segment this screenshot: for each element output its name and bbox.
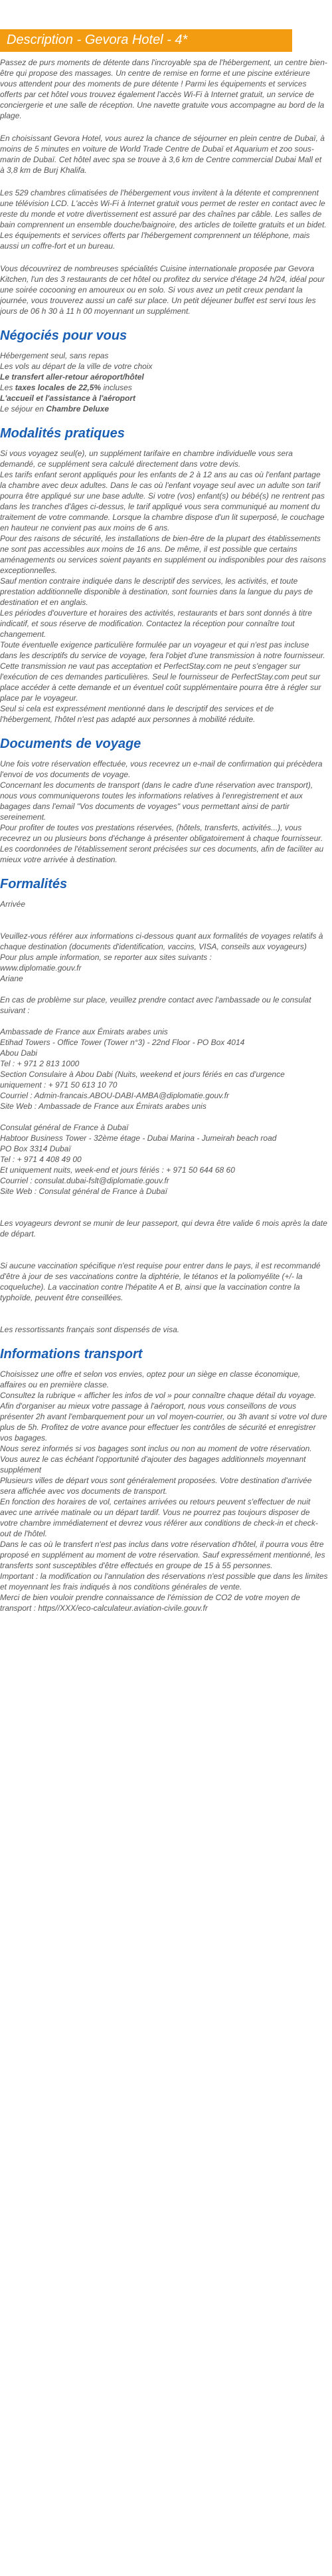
formalites-line: Courriel : Admin-francais.ABOU-DABI-AMBA@diplomatie.gouv.fr <box>0 1091 229 1100</box>
modalites-line: Les périodes d'ouverture et horaires des activités, restaurants et bars sont donnés à titre indicatif, et sous réserve de modification. Contactez la réception pour connaître tout changement. <box>0 608 312 639</box>
transport-line: Plusieurs villes de départ vous sont généralement proposées. Votre destination d'arrivée sera affichée avec vos documents de transport. <box>0 1476 312 1496</box>
transport-text <box>0 1369 328 1613</box>
formalites-line: En cas de problème sur place, veuillez prendre contact avec l'ambassade ou le consulat suivant : <box>0 995 311 1015</box>
section-heading-documents: Documents de voyage <box>0 737 141 751</box>
negocies-item-text: Le séjour en <box>0 404 46 413</box>
formalites-line: Habtoor Business Tower - 32ème étage - Dubai Marina - Jumeirah beach road <box>0 1133 277 1143</box>
content <box>0 52 332 1613</box>
formalites-line <box>0 1016 328 1026</box>
formalites-line: Site Web : Consulat général de France à Dubaï <box>0 1187 167 1196</box>
description-paragraph: Les 529 chambres climatisées de l'hébergement vous invitent à la détente et comprennent une télévision LCD. L'accès Wi-Fi à Internet gratuit vous permet de rester en contact avec le reste du monde et votre divertissement est assuré par des chaînes par câble. Les salles de bain comprennent un ensemble douche/baignoire, des articles de toilette gratuits et un bidet. Les équipements et services offerts par l'hébergement comprennent un téléphone, mais aussi un coffre-fort et un bureau. <box>0 188 327 251</box>
transport-line: Consultez la rubrique « afficher les infos de vol » pour connaître chaque détail du voyage. <box>0 1391 317 1400</box>
modalites-line: Seul si cela est expressément mentionné dans le descriptif des services et de l'hébergement, l'hôtel n'est pas adapté aux personnes à mobilité réduite. <box>0 704 274 724</box>
formalites-line: Veuillez-vous référer aux informations ci-dessous quant aux formalités de voyages relatifs à chaque destination (documents d'identification, vaccins, VISA, conseils aux voyageurs) <box>0 931 323 951</box>
formalites-line: Section Consulaire à Abou Dabi (Nuits, weekend et jours fériés en cas d'urgence uniquement : + 971 50 613 10 70 <box>0 1070 285 1090</box>
documents-line: Les coordonnées de l'établissement seront précisées sur ces documents, afin de faciliter au mieux votre arrivée à destination. <box>0 844 324 864</box>
formalites-line: Tel : + 971 2 813 1000 <box>0 1059 80 1068</box>
negocies-item <box>0 361 328 372</box>
page-title: Description - Gevora Hotel - 4* <box>0 29 292 52</box>
formalites-text <box>0 899 328 1335</box>
formalites-line <box>0 920 328 931</box>
section-heading-modalites: Modalités pratiques <box>0 426 125 441</box>
transport-line: Nous serez informés si vos bagages sont inclus ou non au moment de votre réservation. <box>0 1444 312 1453</box>
description-paragraph: Passez de purs moments de détente dans l'incroyable spa de l'hébergement, un centre bien-être qui propose des massages. Un centre de remise en forme et une piscine extérieure vous attendent pour des moments de pure détente ! Parmi les équipements et services offerts par cet hôtel vous trouvez également l'accès Wi-Fi à Internet gratuit, un service de conciergerie et une salle de réception. Une navette gratuite vous accompagne au bord de la plage. <box>0 58 327 120</box>
formalites-line: Courriel : consulat.dubai-fslt@diplomatie.gouv.fr <box>0 1176 169 1185</box>
formalites-line: Etihad Towers - Office Tower (Tower n°3) - 22nd Floor - PO Box 4014 <box>0 1038 245 1047</box>
formalites-line: Et uniquement nuits, week-end et jours fériés : + 971 50 644 68 60 <box>0 1165 235 1175</box>
transport-line: Merci de bien vouloir prendre connaissance de l'émission de CO2 de votre moyen de transport : https//XXX/eco-calculateur.aviation-civile.gouv.fr <box>0 1593 300 1613</box>
formalites-line: Ambassade de France aux Émirats arabes unis <box>0 1027 168 1036</box>
negocies-item <box>0 350 328 361</box>
transport-line: Afin d'organiser au mieux votre passage à l'aéroport, nous vous conseillons de vous présenter 2h avant l'embarquement pour un vol moyen-courrier, ou 3h avant si votre vol dure plus de 5h. Profitez de votre avance pour effectuer les contrôles de sécurité et enregistrer vos bagages. <box>0 1401 327 1443</box>
negocies-item <box>0 404 328 414</box>
page <box>0 29 332 2576</box>
formalites-line: Tel : + 971 4 408 49 00 <box>0 1155 82 1164</box>
formalites-line: Si aucune vaccination spécifique n'est requise pour entrer dans le pays, il est recommandé d'être à jour de ses vaccinations contre la diphtérie, le tétanos et la poliomyélite (+/- la coqueluche). La vaccination contre l'hépatite A et B, ainsi que la vaccination contre la typhoïde, peuvent être conseillées. <box>0 1261 321 1302</box>
formalites-line: Ariane <box>0 974 23 983</box>
formalites-line <box>0 1314 328 1324</box>
documents-line: Une fois votre réservation effectuée, vous recevrez un e-mail de confirmation qui précèdera l'envoi de vos documents de voyage. <box>0 759 323 779</box>
negocies-item-bold: Le transfert aller-retour aéroport/hôtel <box>0 372 144 382</box>
formalites-line: Abou Dabi <box>0 1048 38 1058</box>
documents-line: Pour profiter de toutes vos prestations réservées, (hôtels, transferts, activités...), vous recevrez un ou plusieurs bons d'échange à présenter obligatoirement à chaque fournisseur. <box>0 823 323 843</box>
formalites-line: Site Web : Ambassade de France aux Émirats arabes unis <box>0 1102 207 1111</box>
negocies-item-text: Les <box>0 383 15 392</box>
section-heading-formalites: Formalités <box>0 877 68 891</box>
negocies-item-bold: Chambre Deluxe <box>46 404 110 413</box>
negocies-item <box>0 393 328 404</box>
formalites-line <box>0 1303 328 1314</box>
description-paragraph: Vous découvrirez de nombreuses spécialités Cuisine internationale proposée par Gevora Kitchen, l'un des 3 restaurants de cet hôtel ou profitez du service d'étage 24 h/24, idéal pour une soirée cocooning en amoureux ou en solo. Si vous avez un petit creux pendant la journée, vous trouverez aussi un café sur place. Un petit déjeuner buffet est servi tous les jours de 06 h 30 à 11 h 00 moyennant un supplément. <box>0 264 325 316</box>
formalites-line: Les voyageurs devront se munir de leur passeport, qui devra être valide 6 mois après la date de départ. <box>0 1219 327 1238</box>
formalites-line <box>0 984 328 995</box>
modalites-line: Pour des raisons de sécurité, les installations de bien-être de la plupart des établissements ne sont pas accessibles aux moins de 16 ans. De même, il est possible que certains aménagements ou services soient payants en supplément ou indisponibles pour des raisons exceptionnelles. <box>0 534 326 575</box>
transport-line: Vous aurez le cas échéant l'opportunité d'ajouter des bagages additionnels moyennant supplément <box>0 1455 306 1474</box>
formalites-line: Les ressortissants français sont dispensés de visa. <box>0 1325 180 1334</box>
transport-line: Important : la modification ou l'annulation des réservations n'est possible que dans les limites et moyennant les frais indiqués à nos conditions générales de vente. <box>0 1572 328 1591</box>
transport-line: Choisissez une offre et selon vos envies, optez pour un siège en classe économique, affaires ou en première classe. <box>0 1369 301 1389</box>
documents-text <box>0 759 328 865</box>
negocies-item-text: incluses <box>101 383 132 392</box>
formalites-line: www.diplomatie.gouv.fr <box>0 963 82 973</box>
negocies-item <box>0 372 328 382</box>
documents-line: Concernant les documents de transport (dans le cadre d'une réservation avec transport), nous vous communiquerons toutes les informations relatives à l'enregistrement et aux bagages dans l'email "Vos documents de voyages" vous permettant ainsi de partir sereinement. <box>0 780 313 822</box>
formalites-line <box>0 1197 328 1207</box>
formalites-line: Consulat général de France à Dubaï <box>0 1123 129 1132</box>
negocies-item-bold: L'accueil et l'assistance à l'aéroport <box>0 394 135 403</box>
modalites-line: Si vous voyagez seul(e), un supplément tarifaire en chambre individuelle vous sera demandé, ce supplément sera calculé directement dans votre devis. <box>0 449 293 469</box>
negocies-item <box>0 382 328 393</box>
modalites-line: Sauf mention contraire indiquée dans le descriptif des services, les activités, et toute prestation additionnelle disponible à destination, sont fournies dans la langue du pays de destination et en anglais. <box>0 576 313 607</box>
modalites-line: Toute éventuelle exigence particulière formulée par un voyageur et qui n'est pas incluse dans les descriptifs du service de voyage, fera l'objet d'une transmission à notre fournisseur. Cette transmission ne vaut pas acceptation et PerfectStay.com ne peut s'engager sur l'exécution de ces demandes particulières. Seul le fournisseur de PerfectStay.com peut sur place accéder à cette demande et un éventuel coût supplémentaire pourra être à régler sur place par le voyageur. <box>0 640 325 703</box>
transport-line: En fonction des horaires de vol, certaines arrivées ou retours peuvent s'effectuer de nuit avec une arrivée matinale ou un départ tardif. Vous ne pourrez pas toujours disposer de votre chambre immédiatement et devrez vous référer aux conditions de check-in et check-out de l'hôtel. <box>0 1497 318 1538</box>
formalites-line <box>0 1239 328 1250</box>
negocies-item-text: Hébergement seul, sans repas <box>0 351 109 360</box>
section-heading-negocies: Négociés pour vous <box>0 328 127 343</box>
transport-line: Dans le cas où le transfert n'est pas inclus dans votre réservation d'hôtel, il pourra vous être proposé en supplément au moment de votre réservation. Sauf expressément mentionné, les transferts sont susceptibles d'être effectués en groupe de 15 à 55 personnes. <box>0 1540 325 1570</box>
negocies-item-bold: taxes locales de 22,5% <box>15 383 102 392</box>
formalites-line <box>0 909 328 920</box>
description-section <box>0 57 328 316</box>
negocies-list <box>0 350 328 414</box>
modalites-line: Les tarifs enfant seront appliqués pour les enfants de 2 à 12 ans au cas où l'enfant partage la chambre avec deux adultes. Dans le cas où l'enfant voyage seul avec un adulte son tarif pourra être appliqué sur une base adulte. Si votre (vos) enfant(s) ou bébé(s) ne rentrent pas dans les tranches d'âges ci-dessus, le tarif appliqué vous sera communiqué au moment du traitement de votre commande. Lorsque la chambre dispose d'un lit superposé, le couchage en hauteur ne convient pas aux moins de 6 ans. <box>0 470 325 532</box>
formalites-line: Pour plus ample information, se reporter aux sites suivants : <box>0 953 212 962</box>
modalites-text <box>0 448 328 725</box>
formalites-line: PO Box 3314 Dubaï <box>0 1144 71 1153</box>
negocies-item-text: Les vols au départ de la ville de votre choix <box>0 362 153 371</box>
formalites-line: Arrivée <box>0 899 26 909</box>
formalites-line <box>0 1250 328 1260</box>
section-heading-transport: Informations transport <box>0 1347 143 1361</box>
formalites-line <box>0 1112 328 1122</box>
description-paragraph: En choisissant Gevora Hotel, vous aurez la chance de séjourner en plein centre de Dubaï, à moins de 5 minutes en voiture de World Trade Centre de Dubaï et Aquarium et zoo sous-marin de Dubaï. Cet hôtel avec spa se trouve à 3,6 km de Centre commercial Dubai Mall et à 3,8 km de Burj Khalifa. <box>0 134 325 175</box>
formalites-line <box>0 1207 328 1218</box>
